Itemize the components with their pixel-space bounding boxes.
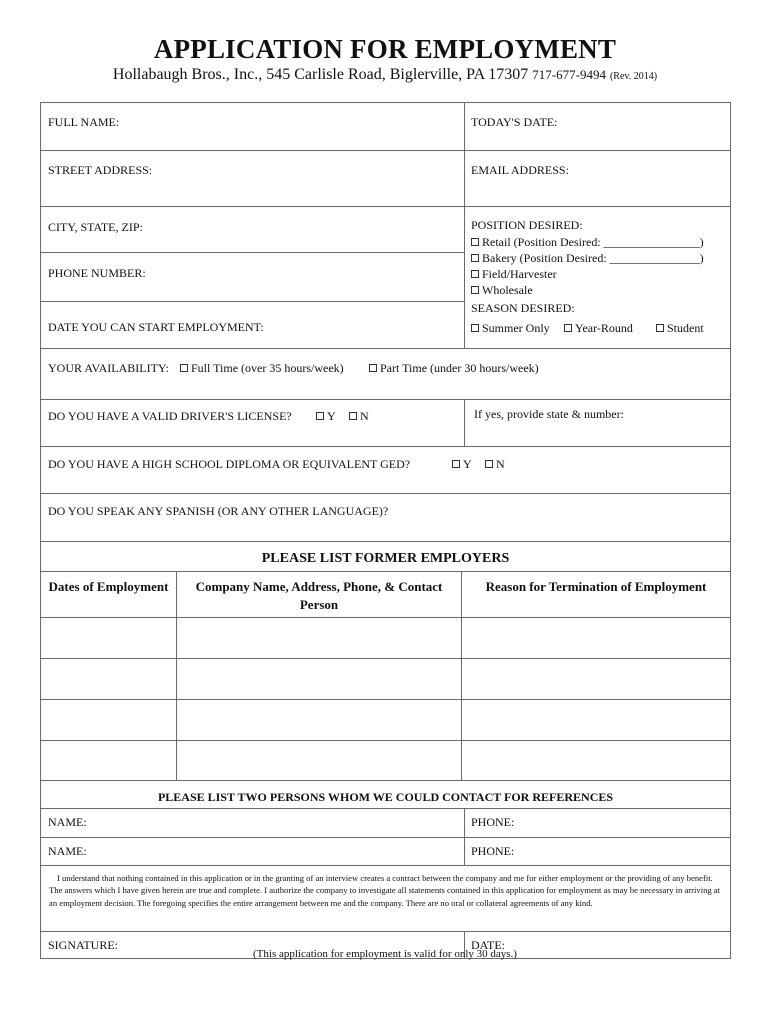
page-title: APPLICATION FOR EMPLOYMENT	[153, 34, 617, 64]
position-bakery-option[interactable]	[471, 251, 704, 266]
season-summer-option[interactable]	[471, 321, 550, 336]
checkbox-icon[interactable]	[471, 270, 479, 278]
full-time-label: Full Time (over 35 hours/week)	[191, 361, 344, 375]
start-date-field[interactable]: DATE YOU CAN START EMPLOYMENT:	[48, 320, 264, 334]
diploma-yes-label: Y	[463, 457, 472, 471]
street-address-field[interactable]: STREET ADDRESS:	[48, 163, 153, 177]
season-student-label: Student	[667, 321, 704, 335]
employers-heading-row	[41, 541, 730, 571]
reference-2-phone-field[interactable]: PHONE:	[471, 844, 515, 858]
employer-row-1-company[interactable]	[177, 618, 461, 658]
season-student-option[interactable]	[656, 321, 704, 336]
checkbox-icon[interactable]	[349, 412, 357, 420]
todays-date-field[interactable]: TODAY'S DATE:	[471, 115, 558, 129]
availability-part-time-option[interactable]	[369, 361, 539, 376]
employers-table	[41, 571, 730, 780]
license-no-option[interactable]	[349, 409, 369, 424]
email-address-field[interactable]: EMAIL ADDRESS:	[471, 163, 569, 177]
references-heading: PLEASE LIST TWO PERSONS WHOM WE COULD CONTACT FOR REFERENCES	[157, 790, 614, 804]
license-no-label: N	[360, 409, 369, 423]
row-address	[41, 150, 730, 206]
season-year-round-option[interactable]	[564, 321, 633, 336]
position-wholesale-option[interactable]	[471, 283, 533, 298]
checkbox-icon[interactable]	[316, 412, 324, 420]
revision-note: (Rev. 2014)	[609, 71, 658, 82]
row-diploma	[41, 446, 730, 493]
position-bakery-label: Bakery (Position Desired: _______________)	[482, 251, 704, 265]
part-time-label: Part Time (under 30 hours/week)	[380, 361, 539, 375]
checkbox-icon[interactable]	[452, 460, 460, 468]
phone-number-field[interactable]: PHONE NUMBER:	[48, 266, 146, 280]
employers-col-reason: Reason for Termination of Employment	[485, 579, 707, 594]
row-position-block	[41, 206, 730, 348]
checkbox-icon[interactable]	[471, 238, 479, 246]
license-state-number-field[interactable]: If yes, provide state & number:	[474, 407, 624, 421]
position-retail-option[interactable]	[471, 235, 704, 250]
row-availability	[41, 348, 730, 399]
validity-note: (This application for employment is valid for only 30 days.)	[253, 948, 517, 960]
position-field-option[interactable]	[471, 267, 557, 282]
season-year-round-label: Year-Round	[575, 321, 633, 335]
license-yes-label: Y	[327, 409, 336, 423]
language-question[interactable]: DO YOU SPEAK ANY SPANISH (OR ANY OTHER LANGUAGE)?	[48, 504, 389, 518]
checkbox-icon[interactable]	[471, 324, 479, 332]
references-heading-row	[41, 780, 730, 808]
city-state-zip-field[interactable]: CITY, STATE, ZIP:	[48, 220, 143, 234]
signature-date-field[interactable]: DATE:	[471, 938, 505, 952]
checkbox-icon[interactable]	[564, 324, 572, 332]
company-info	[0, 66, 770, 84]
position-retail-label: Retail (Position Desired: ________________)	[482, 235, 704, 249]
employers-col-dates: Dates of Employment	[48, 579, 169, 594]
season-summer-label: Summer Only	[482, 321, 550, 335]
application-form	[40, 102, 731, 959]
license-question: DO YOU HAVE A VALID DRIVER'S LICENSE?	[48, 409, 292, 423]
reference-2-name-field[interactable]: NAME:	[48, 844, 87, 858]
row-language	[41, 493, 730, 541]
row-full-name	[41, 103, 730, 150]
diploma-yes-option[interactable]	[452, 457, 472, 472]
availability-full-time-option[interactable]	[180, 361, 344, 376]
row-license	[41, 399, 730, 446]
reference-1-name-field[interactable]: NAME:	[48, 815, 87, 829]
company-phone: 717-677-9494	[532, 67, 606, 82]
checkbox-icon[interactable]	[369, 364, 377, 372]
availability-label: YOUR AVAILABILITY:	[48, 361, 169, 375]
checkbox-icon[interactable]	[471, 254, 479, 262]
diploma-no-label: N	[496, 457, 505, 471]
full-name-field[interactable]: FULL NAME:	[48, 115, 120, 129]
employer-row-1-reason[interactable]	[462, 618, 730, 658]
position-wholesale-label: Wholesale	[482, 283, 533, 297]
company-address: Hollabaugh Bros., Inc., 545 Carlisle Road, Biglerville, PA 17307	[112, 66, 529, 83]
signature-field[interactable]: SIGNATURE:	[48, 938, 119, 952]
checkbox-icon[interactable]	[180, 364, 188, 372]
reference-row-1	[41, 808, 730, 837]
diploma-no-option[interactable]	[485, 457, 505, 472]
checkbox-icon[interactable]	[471, 286, 479, 294]
position-desired-section	[464, 207, 730, 348]
legal-statement: I understand that nothing contained in this application or in the granting of an interview creates a contract between the company and me for either employment or the providing of any benefit. The answers which I have given herein are true and complete. I authorize the company to investigate all statements contained in this application for employment as may be necessary in arriving at an employment decision. The foregoing specifies the entire arrangement between me and the company. There are no oral or collateral agreements of any kind.	[49, 873, 721, 908]
legal-statement-row	[41, 865, 730, 931]
reference-1-phone-field[interactable]: PHONE:	[471, 815, 515, 829]
position-field-label: Field/Harvester	[482, 267, 557, 281]
employers-heading: PLEASE LIST FORMER EMPLOYERS	[261, 551, 510, 566]
license-yes-option[interactable]	[316, 409, 336, 424]
diploma-question: DO YOU HAVE A HIGH SCHOOL DIPLOMA OR EQUIVALENT GED?	[48, 457, 411, 471]
reference-row-2	[41, 837, 730, 865]
employers-col-company: Company Name, Address, Phone, & Contact Person	[195, 579, 443, 612]
employer-row-1-dates[interactable]	[41, 618, 176, 658]
season-desired-label: SEASON DESIRED:	[471, 301, 575, 315]
checkbox-icon[interactable]	[656, 324, 664, 332]
checkbox-icon[interactable]	[485, 460, 493, 468]
position-desired-label: POSITION DESIRED:	[471, 218, 583, 232]
